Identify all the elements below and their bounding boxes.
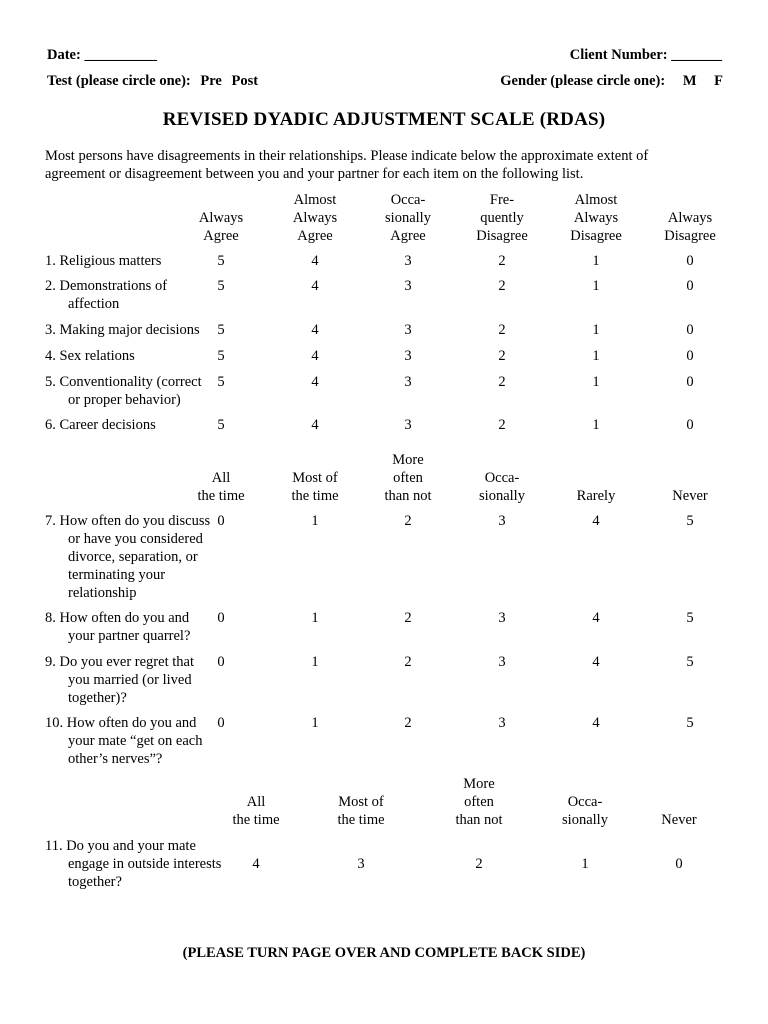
column-header-line: often [464, 794, 494, 810]
gender-option-m[interactable]: M [682, 73, 697, 89]
rating-option[interactable]: 3 [498, 513, 506, 529]
item-label-line: 9. Do you ever regret that [45, 654, 194, 670]
rating-option[interactable]: 0 [686, 374, 694, 390]
item-label-line: 2. Demonstrations of [45, 278, 168, 294]
date-blank[interactable]: __________ [84, 47, 157, 63]
column-header-line: sionally [562, 812, 608, 828]
rating-option[interactable]: 5 [217, 253, 225, 269]
rating-option[interactable]: 1 [311, 654, 319, 670]
item-label [45, 512, 225, 602]
footer-note: (PLEASE TURN PAGE OVER AND COMPLETE BACK SIDE) [182, 945, 586, 961]
rating-option[interactable]: 4 [311, 322, 319, 338]
column-header-line: sionally [479, 488, 525, 504]
column-header [562, 793, 608, 829]
page-title: REVISED DYADIC ADJUSTMENT SCALE (RDAS) [162, 109, 606, 130]
rating-option[interactable]: 0 [217, 654, 225, 670]
rating-option[interactable]: 4 [252, 856, 260, 872]
rating-option[interactable]: 3 [404, 322, 412, 338]
rating-option[interactable]: 3 [404, 253, 412, 269]
item-label-line: 6. Career decisions [45, 417, 156, 433]
column-header-line: Always [198, 210, 244, 226]
item-label-line: relationship [68, 585, 137, 601]
rating-option[interactable]: 1 [311, 610, 319, 626]
column-header-line: Disagree [476, 228, 528, 244]
date-label: Date: [47, 47, 81, 63]
rating-option[interactable]: 4 [311, 253, 319, 269]
rating-option[interactable]: 2 [498, 417, 506, 433]
column-header [672, 487, 707, 505]
instructions-line-1: Most persons have disagreements in their relationships. Please indicate below the approximate extent of [45, 148, 649, 164]
rating-option[interactable]: 0 [675, 856, 683, 872]
instructions-line-2: agreement or disagreement between you and your partner for each item on the following list. [45, 166, 584, 182]
item-label-line: 10. How often do you and [45, 715, 197, 731]
column-header-line: Agree [390, 228, 426, 244]
item-label-line: or proper behavior) [68, 392, 181, 408]
rating-option[interactable]: 2 [404, 715, 412, 731]
test-option-pre[interactable]: Pre [200, 73, 222, 89]
column-header-line: Disagree [570, 228, 622, 244]
rating-option[interactable]: 5 [686, 715, 694, 731]
rating-option[interactable]: 2 [498, 278, 506, 294]
column-header-line: sionally [385, 210, 431, 226]
column-header [664, 209, 716, 245]
client-number-label: Client Number: [569, 47, 668, 63]
column-header-line: Agree [203, 228, 239, 244]
column-header [455, 775, 502, 829]
rating-option[interactable]: 3 [498, 610, 506, 626]
test-label: Test (please circle one): [47, 73, 191, 89]
client-number-blank[interactable]: _______ [671, 47, 722, 63]
rating-option[interactable]: 2 [404, 610, 412, 626]
item-label-line: terminating your [68, 567, 166, 583]
item-label [45, 609, 225, 645]
item-label-line: engage in outside interests [68, 856, 222, 872]
item-label-line: your mate “get on each [68, 733, 203, 749]
rating-option[interactable]: 2 [475, 856, 483, 872]
column-header-line: Fre- [489, 192, 515, 208]
rating-option[interactable]: 5 [217, 322, 225, 338]
rating-option[interactable]: 3 [498, 654, 506, 670]
column-header-line: the time [232, 812, 280, 828]
gender-option-f[interactable]: F [714, 73, 723, 89]
rating-option[interactable]: 1 [592, 374, 600, 390]
column-header [199, 209, 243, 245]
item-label [45, 653, 225, 707]
column-header-line: than not [384, 488, 432, 504]
column-header-line: Never [661, 812, 697, 828]
rating-option[interactable]: 3 [404, 417, 412, 433]
item-label [45, 321, 225, 339]
item-label-line: you married (or lived [68, 672, 192, 688]
rating-option[interactable]: 3 [404, 348, 412, 364]
rating-option[interactable]: 4 [592, 654, 600, 670]
rating-option[interactable]: 2 [498, 348, 506, 364]
column-header [232, 793, 279, 829]
column-header [293, 191, 337, 245]
rating-option[interactable]: 1 [592, 348, 600, 364]
rating-option[interactable]: 2 [498, 374, 506, 390]
column-header-line: Most of [292, 470, 338, 486]
rating-option[interactable]: 3 [498, 715, 506, 731]
gender-field [500, 72, 723, 90]
column-header-line: often [393, 470, 423, 486]
item-label [45, 347, 225, 365]
item-label-line: 3. Making major decisions [45, 322, 200, 338]
rating-option[interactable]: 5 [686, 610, 694, 626]
item-label [45, 252, 225, 270]
rating-option[interactable]: 1 [592, 253, 600, 269]
rating-option[interactable]: 5 [217, 278, 225, 294]
column-header-line: than not [455, 812, 503, 828]
item-label-line: together? [68, 874, 122, 890]
column-header-line: Never [672, 488, 708, 504]
column-header [479, 469, 525, 505]
test-field [47, 72, 258, 90]
rating-option[interactable]: 4 [311, 417, 319, 433]
item-label [45, 837, 225, 891]
rating-option[interactable]: 5 [217, 374, 225, 390]
column-header-line: quently [480, 210, 524, 226]
rating-option[interactable]: 0 [686, 348, 694, 364]
item-label-line: 4. Sex relations [45, 348, 135, 364]
rating-option[interactable]: 3 [404, 278, 412, 294]
gender-label: Gender (please circle one): [500, 73, 666, 89]
rating-option[interactable]: 1 [311, 715, 319, 731]
rating-option[interactable]: 1 [592, 322, 600, 338]
item-label-line: other’s nerves”? [68, 751, 163, 767]
item-label [45, 373, 225, 409]
item-label-line: 7. How often do you discuss [45, 513, 211, 529]
item-label-line: divorce, separation, or [68, 549, 198, 565]
column-header-line: Agree [297, 228, 333, 244]
rating-option[interactable]: 5 [686, 513, 694, 529]
column-header-line: the time [291, 488, 339, 504]
item-label-line: 1. Religious matters [45, 253, 162, 269]
item-label [45, 277, 225, 313]
column-header-line: Always [292, 210, 338, 226]
column-header [385, 191, 431, 245]
column-header [661, 811, 696, 829]
rating-option[interactable]: 0 [217, 610, 225, 626]
column-header-line: More [463, 776, 495, 792]
column-header-line: Almost [574, 192, 618, 208]
column-header-line: All [211, 470, 231, 486]
rating-option[interactable]: 3 [404, 374, 412, 390]
rating-option[interactable]: 2 [498, 322, 506, 338]
item-label-line: 5. Conventionality (correct [45, 374, 202, 390]
column-header-line: Occa- [484, 470, 520, 486]
column-header-line: Occa- [567, 794, 603, 810]
rating-option[interactable]: 5 [217, 348, 225, 364]
rating-option[interactable]: 1 [592, 417, 600, 433]
rating-option[interactable]: 4 [311, 278, 319, 294]
column-header [197, 469, 244, 505]
rating-option[interactable]: 2 [498, 253, 506, 269]
rating-option[interactable]: 0 [217, 513, 225, 529]
rating-option[interactable]: 4 [592, 715, 600, 731]
item-label-line: or have you considered [68, 531, 203, 547]
item-label-line: together)? [68, 690, 127, 706]
rating-option[interactable]: 2 [404, 513, 412, 529]
column-header-line: Rarely [576, 488, 616, 504]
column-header-line: the time [337, 812, 385, 828]
column-header [577, 487, 616, 505]
date-field[interactable] [47, 46, 157, 64]
column-header-line: Disagree [664, 228, 716, 244]
rating-option[interactable]: 4 [592, 513, 600, 529]
item-label [45, 416, 225, 434]
rating-option[interactable]: 5 [686, 654, 694, 670]
rating-option[interactable]: 4 [311, 348, 319, 364]
column-header-line: the time [197, 488, 245, 504]
item-label-line: 11. Do you and your mate [45, 838, 196, 854]
column-header-line: Always [573, 210, 619, 226]
column-header [291, 469, 338, 505]
rating-option[interactable]: 0 [686, 417, 694, 433]
column-header-line: More [392, 452, 424, 468]
rating-option[interactable]: 3 [357, 856, 365, 872]
item-label-line: 8. How often do you and [45, 610, 190, 626]
column-header-line: Always [667, 210, 713, 226]
rating-option[interactable]: 0 [686, 278, 694, 294]
rating-option[interactable]: 1 [311, 513, 319, 529]
column-header [570, 191, 622, 245]
item-label [45, 714, 225, 768]
rating-option[interactable]: 0 [686, 253, 694, 269]
rating-option[interactable]: 1 [592, 278, 600, 294]
rating-option[interactable]: 5 [217, 417, 225, 433]
rating-option[interactable]: 0 [686, 322, 694, 338]
column-header [384, 451, 431, 505]
column-header-line: Occa- [390, 192, 426, 208]
item-label-line: affection [68, 296, 120, 312]
column-header-line: Almost [293, 192, 337, 208]
rating-option[interactable]: 4 [311, 374, 319, 390]
column-header-line: All [246, 794, 266, 810]
column-header [476, 191, 528, 245]
rating-option[interactable]: 2 [404, 654, 412, 670]
item-label-line: your partner quarrel? [68, 628, 191, 644]
column-header-line: Most of [338, 794, 384, 810]
rating-option[interactable]: 4 [592, 610, 600, 626]
rating-option[interactable]: 0 [217, 715, 225, 731]
column-header [337, 793, 384, 829]
test-option-post[interactable]: Post [231, 73, 259, 89]
client-number-field[interactable] [570, 46, 722, 64]
rating-option[interactable]: 1 [581, 856, 589, 872]
